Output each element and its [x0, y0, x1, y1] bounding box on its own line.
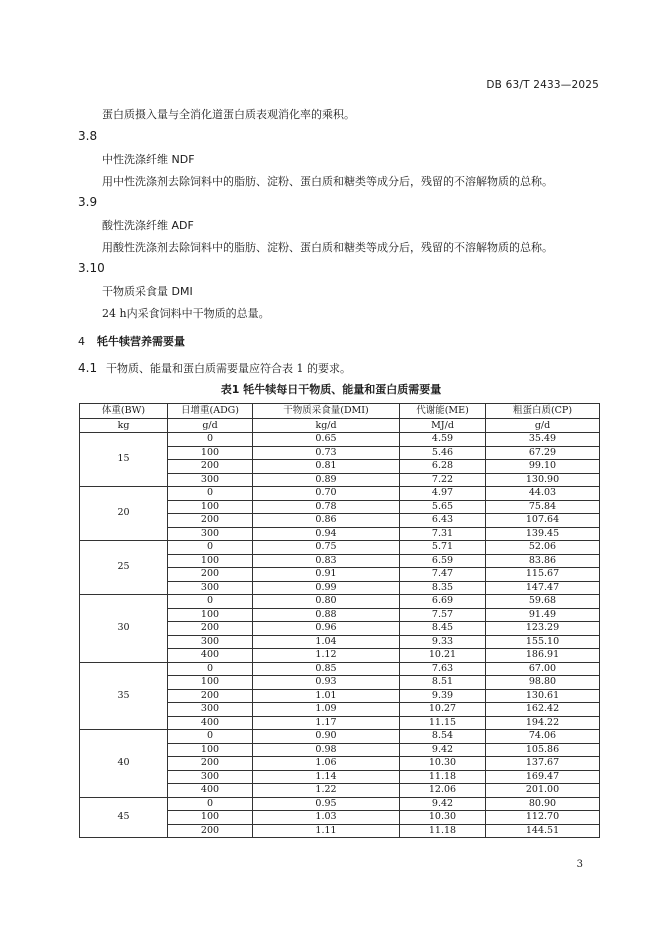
me-cell: 5.46 — [400, 446, 486, 460]
me-cell: 9.39 — [400, 689, 486, 703]
adg-cell: 300 — [168, 527, 253, 541]
table-row — [80, 662, 600, 676]
cp-cell: 112.70 — [486, 811, 600, 825]
body-weight-cell: 20 — [80, 487, 168, 541]
me-cell: 4.59 — [400, 433, 486, 447]
adg-cell: 200 — [168, 460, 253, 474]
dmi-cell: 0.88 — [253, 608, 400, 622]
dmi-cell: 0.70 — [253, 487, 400, 501]
body-weight-cell: 35 — [80, 662, 168, 730]
dmi-cell: 0.95 — [253, 797, 400, 811]
column-unit: g/d — [168, 418, 253, 433]
table-row — [80, 487, 600, 501]
definition-dmi: 24 h内采食饲料中干物质的总量。 — [102, 307, 270, 320]
dmi-cell: 0.85 — [253, 662, 400, 676]
adg-cell: 300 — [168, 581, 253, 595]
dmi-cell: 1.12 — [253, 649, 400, 663]
body-weight-cell: 25 — [80, 541, 168, 595]
cp-cell: 67.29 — [486, 446, 600, 460]
dmi-cell: 0.83 — [253, 554, 400, 568]
dmi-cell: 0.80 — [253, 595, 400, 609]
me-cell: 10.27 — [400, 703, 486, 717]
dmi-cell: 1.11 — [253, 824, 400, 838]
cp-cell: 130.61 — [486, 689, 600, 703]
me-cell: 8.35 — [400, 581, 486, 595]
column-header: 体重(BW) — [80, 404, 168, 419]
clause-text: 干物质、能量和蛋白质需要量应符合表 1 的要求。 — [106, 362, 351, 375]
adg-cell: 0 — [168, 662, 253, 676]
dmi-cell: 0.65 — [253, 433, 400, 447]
header-row-names — [80, 404, 600, 419]
body-weight-cell: 15 — [80, 433, 168, 487]
table-row — [80, 541, 600, 555]
me-cell: 6.28 — [400, 460, 486, 474]
adg-cell: 100 — [168, 608, 253, 622]
cp-cell: 130.90 — [486, 473, 600, 487]
cp-cell: 162.42 — [486, 703, 600, 717]
adg-cell: 300 — [168, 703, 253, 717]
me-cell: 6.69 — [400, 595, 486, 609]
column-header: 干物质采食量(DMI) — [253, 404, 400, 419]
adg-cell: 0 — [168, 487, 253, 501]
adg-cell: 0 — [168, 433, 253, 447]
me-cell: 7.57 — [400, 608, 486, 622]
cp-cell: 67.00 — [486, 662, 600, 676]
table-header — [80, 404, 600, 433]
column-unit: kg/d — [253, 418, 400, 433]
term-adf: 酸性洗涤纤维 ADF — [102, 219, 194, 232]
adg-cell: 0 — [168, 730, 253, 744]
adg-cell: 200 — [168, 689, 253, 703]
me-cell: 5.71 — [400, 541, 486, 555]
me-cell: 6.43 — [400, 514, 486, 528]
dmi-cell: 0.89 — [253, 473, 400, 487]
column-unit: g/d — [486, 418, 600, 433]
dmi-cell: 1.04 — [253, 635, 400, 649]
cp-cell: 80.90 — [486, 797, 600, 811]
me-cell: 9.42 — [400, 743, 486, 757]
cp-cell: 169.47 — [486, 770, 600, 784]
adg-cell: 0 — [168, 595, 253, 609]
dmi-cell: 1.03 — [253, 811, 400, 825]
table-row — [80, 797, 600, 811]
me-cell: 12.06 — [400, 784, 486, 798]
cp-cell: 52.06 — [486, 541, 600, 555]
dmi-cell: 1.06 — [253, 757, 400, 771]
dmi-cell: 0.94 — [253, 527, 400, 541]
cp-cell: 83.86 — [486, 554, 600, 568]
me-cell: 11.18 — [400, 770, 486, 784]
adg-cell: 200 — [168, 757, 253, 771]
dmi-cell: 0.86 — [253, 514, 400, 528]
adg-cell: 400 — [168, 716, 253, 730]
body-weight-cell: 40 — [80, 730, 168, 798]
dmi-cell: 0.93 — [253, 676, 400, 690]
section-number-3-10: 3.10 — [78, 261, 105, 275]
adg-cell: 300 — [168, 473, 253, 487]
me-cell: 10.30 — [400, 811, 486, 825]
cp-cell: 123.29 — [486, 622, 600, 636]
cp-cell: 75.84 — [486, 500, 600, 514]
cp-cell: 59.68 — [486, 595, 600, 609]
dmi-cell: 1.17 — [253, 716, 400, 730]
dmi-cell: 1.09 — [253, 703, 400, 717]
cp-cell: 144.51 — [486, 824, 600, 838]
column-unit: kg — [80, 418, 168, 433]
me-cell: 8.51 — [400, 676, 486, 690]
adg-cell: 0 — [168, 541, 253, 555]
section-number-3-9: 3.9 — [78, 195, 98, 209]
page-number: 3 — [576, 859, 583, 870]
me-cell: 7.31 — [400, 527, 486, 541]
me-cell: 9.33 — [400, 635, 486, 649]
column-header: 代谢能(ME) — [400, 404, 486, 419]
dmi-cell: 1.01 — [253, 689, 400, 703]
header-row-units — [80, 418, 600, 433]
me-cell: 5.65 — [400, 500, 486, 514]
dmi-cell: 0.96 — [253, 622, 400, 636]
adg-cell: 200 — [168, 568, 253, 582]
adg-cell: 100 — [168, 811, 253, 825]
chapter-title: 牦牛犊营养需要量 — [97, 335, 185, 348]
term-dmi: 干物质采食量 DMI — [102, 285, 193, 298]
adg-cell: 400 — [168, 649, 253, 663]
body-weight-cell: 45 — [80, 797, 168, 838]
me-cell: 10.30 — [400, 757, 486, 771]
cp-cell: 107.64 — [486, 514, 600, 528]
me-cell: 8.45 — [400, 622, 486, 636]
cp-cell: 99.10 — [486, 460, 600, 474]
me-cell: 4.97 — [400, 487, 486, 501]
me-cell: 8.54 — [400, 730, 486, 744]
dmi-cell: 0.75 — [253, 541, 400, 555]
chapter-number: 4 — [78, 335, 85, 348]
adg-cell: 200 — [168, 514, 253, 528]
table-row — [80, 595, 600, 609]
cp-cell: 186.91 — [486, 649, 600, 663]
column-header: 日增重(ADG) — [168, 404, 253, 419]
definition-adf: 用酸性洗涤剂去除饲料中的脂肪、淀粉、蛋白质和糖类等成分后，残留的不溶解物质的总称。 — [102, 241, 553, 254]
adg-cell: 100 — [168, 446, 253, 460]
section-number-3-8: 3.8 — [78, 129, 98, 143]
column-unit: MJ/d — [400, 418, 486, 433]
clause-4-1 — [78, 360, 351, 376]
adg-cell: 300 — [168, 635, 253, 649]
me-cell: 11.15 — [400, 716, 486, 730]
dmi-cell: 0.90 — [253, 730, 400, 744]
cp-cell: 98.80 — [486, 676, 600, 690]
adg-cell: 400 — [168, 784, 253, 798]
adg-cell: 100 — [168, 554, 253, 568]
adg-cell: 100 — [168, 676, 253, 690]
dmi-cell: 0.78 — [253, 500, 400, 514]
column-header: 粗蛋白质(CP) — [486, 404, 600, 419]
me-cell: 6.59 — [400, 554, 486, 568]
intro-paragraph: 蛋白质摄入量与全消化道蛋白质表观消化率的乘积。 — [102, 108, 355, 121]
cp-cell: 105.86 — [486, 743, 600, 757]
adg-cell: 0 — [168, 797, 253, 811]
term-ndf: 中性洗涤纤维 NDF — [102, 153, 195, 166]
definition-ndf: 用中性洗涤剂去除饲料中的脂肪、淀粉、蛋白质和糖类等成分后，残留的不溶解物质的总称。 — [102, 175, 553, 188]
dmi-cell: 1.22 — [253, 784, 400, 798]
adg-cell: 200 — [168, 622, 253, 636]
me-cell: 9.42 — [400, 797, 486, 811]
cp-cell: 139.45 — [486, 527, 600, 541]
dmi-cell: 0.73 — [253, 446, 400, 460]
me-cell: 10.21 — [400, 649, 486, 663]
body-weight-cell: 30 — [80, 595, 168, 663]
table-row — [80, 433, 600, 447]
cp-cell: 115.67 — [486, 568, 600, 582]
clause-number: 4.1 — [78, 361, 98, 375]
cp-cell: 194.22 — [486, 716, 600, 730]
dmi-cell: 0.99 — [253, 581, 400, 595]
table-caption: 表1 牦牛犊每日干物质、能量和蛋白质需要量 — [220, 383, 442, 396]
nutrient-requirements-table — [79, 403, 600, 838]
me-cell: 7.22 — [400, 473, 486, 487]
cp-cell: 155.10 — [486, 635, 600, 649]
dmi-cell: 0.81 — [253, 460, 400, 474]
me-cell: 11.18 — [400, 824, 486, 838]
dmi-cell: 0.98 — [253, 743, 400, 757]
me-cell: 7.47 — [400, 568, 486, 582]
me-cell: 7.63 — [400, 662, 486, 676]
chapter-heading — [78, 333, 185, 349]
dmi-cell: 1.14 — [253, 770, 400, 784]
cp-cell: 201.00 — [486, 784, 600, 798]
cp-cell: 137.67 — [486, 757, 600, 771]
document-code-header: DB 63/T 2433—2025 — [486, 79, 599, 91]
cp-cell: 147.47 — [486, 581, 600, 595]
cp-cell: 44.03 — [486, 487, 600, 501]
cp-cell: 74.06 — [486, 730, 600, 744]
adg-cell: 100 — [168, 743, 253, 757]
cp-cell: 91.49 — [486, 608, 600, 622]
adg-cell: 100 — [168, 500, 253, 514]
table-body — [80, 433, 600, 838]
cp-cell: 35.49 — [486, 433, 600, 447]
adg-cell: 200 — [168, 824, 253, 838]
dmi-cell: 0.91 — [253, 568, 400, 582]
table-row — [80, 730, 600, 744]
adg-cell: 300 — [168, 770, 253, 784]
